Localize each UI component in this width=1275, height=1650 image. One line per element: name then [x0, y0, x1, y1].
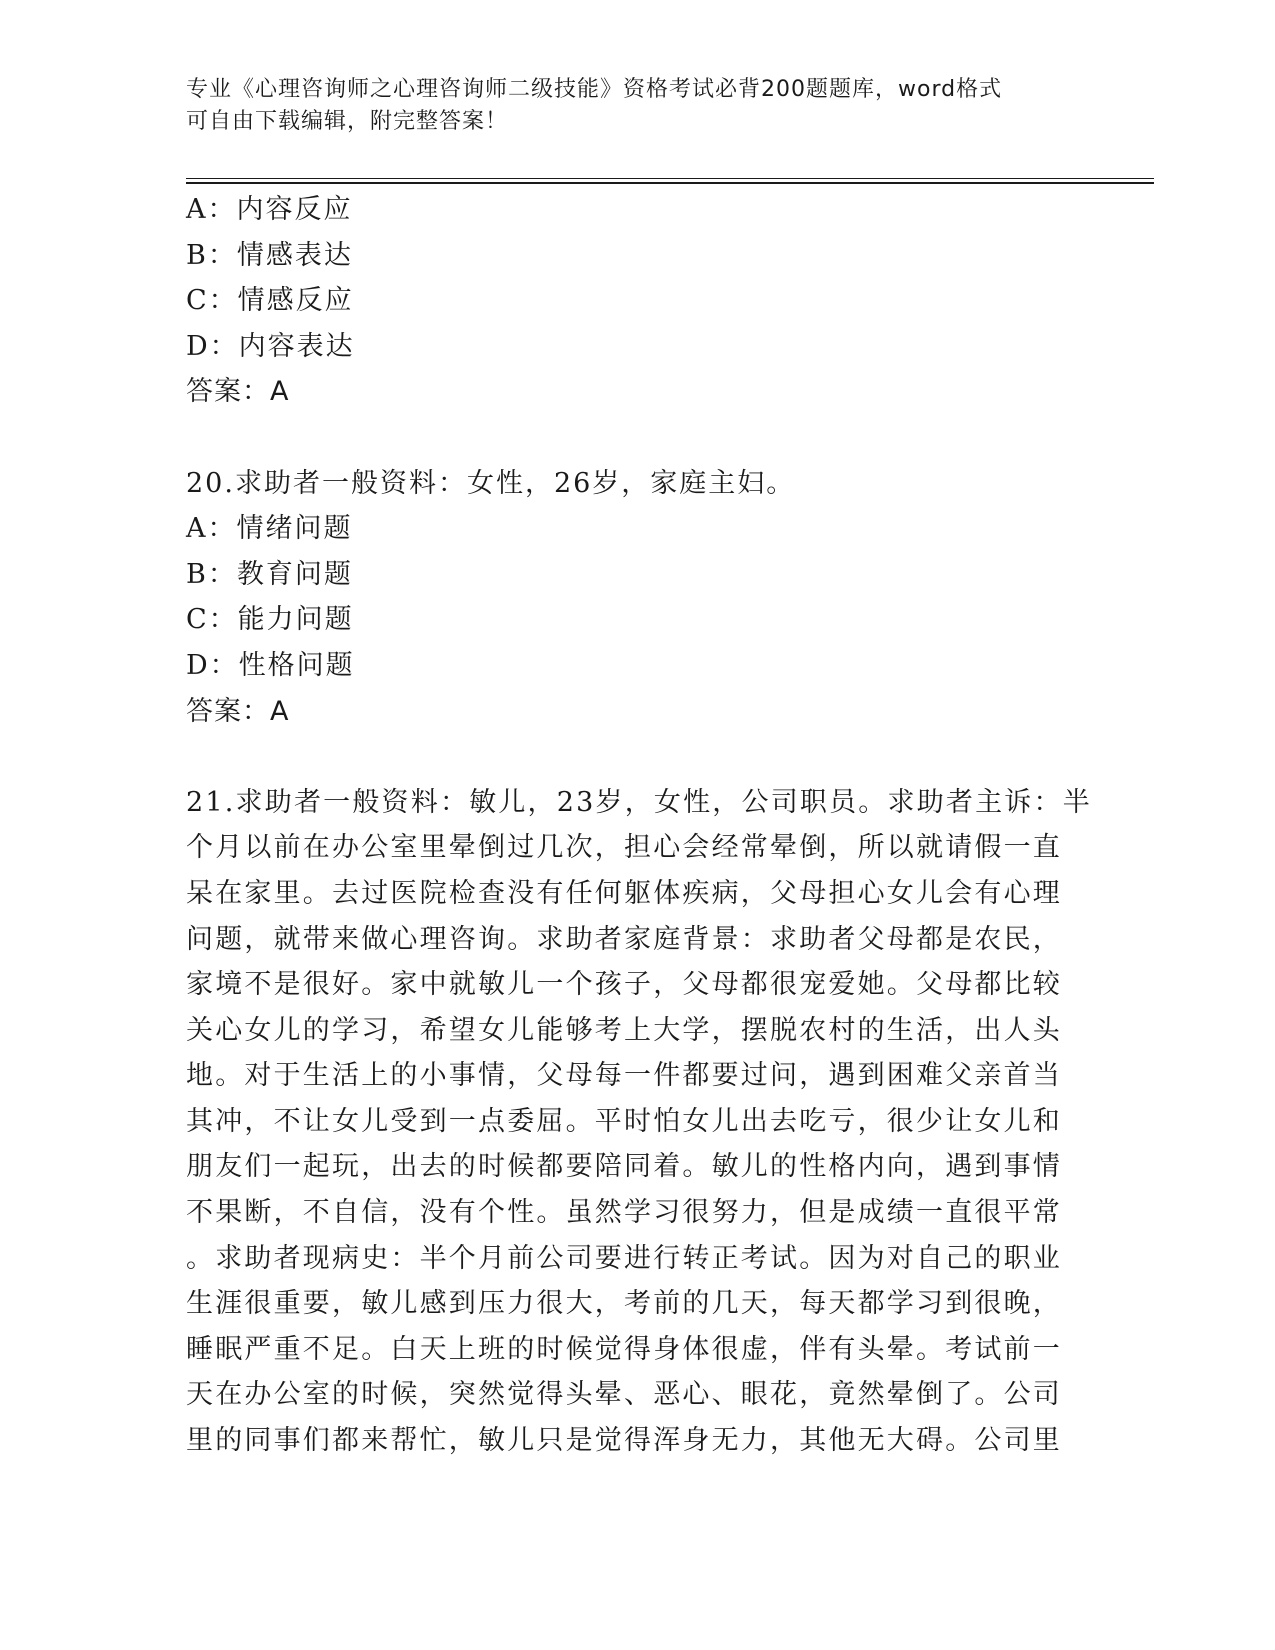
- q21-line: 21.求助者一般资料：敏儿，23岁，女性，公司职员。求助者主诉：半: [186, 786, 1092, 818]
- q19-option-d: D：内容表达: [186, 330, 355, 362]
- q20-option-c: C：能力问题: [186, 604, 354, 636]
- q19-option-c: C：情感反应: [186, 285, 354, 317]
- q20-option-a: A：情绪问题: [186, 513, 353, 545]
- q21-line: 生涯很重要，敏儿感到压力很大，考前的几天，每天都学习到很晚，: [186, 1288, 1062, 1320]
- q20-stem: 20.求助者一般资料：女性，26岁，家庭主妇。: [186, 467, 796, 499]
- q21-line: 。求助者现病史：半个月前公司要进行转正考试。因为对自己的职业: [186, 1242, 1062, 1274]
- q21-line: 呆在家里。去过医院检查没有任何躯体疾病，父母担心女儿会有心理: [186, 877, 1062, 909]
- header-title-line-1: 专业《心理咨询师之心理咨询师二级技能》资格考试必背200题题库，word格式: [186, 77, 1003, 102]
- q20-option-d: D：性格问题: [186, 649, 355, 681]
- q21-line: 睡眠严重不足。白天上班的时候觉得身体很虚，伴有头晕。考试前一: [186, 1333, 1062, 1365]
- q21-line: 不果断，不自信，没有个性。虽然学习很努力，但是成绩一直很平常: [186, 1197, 1062, 1229]
- spacer: [186, 734, 1086, 780]
- header-title-line-2: 可自由下载编辑，附完整答案！: [186, 109, 509, 134]
- q20-option-b: B：教育问题: [186, 558, 353, 590]
- q19-option-a: A：内容反应: [186, 194, 353, 225]
- q19-option-b: B：情感表达: [186, 239, 353, 271]
- q21-line: 问题，就带来做心理咨询。求助者家庭背景：求助者父母都是农民，: [186, 923, 1062, 955]
- q21-line: 其冲，不让女儿受到一点委屈。平时怕女儿出去吃亏，很少让女儿和: [186, 1105, 1062, 1137]
- q20-answer: 答案：A: [186, 695, 290, 727]
- question-20-block: [186, 461, 1086, 735]
- question-19-block: [186, 187, 1086, 415]
- q21-line: 关心女儿的学习，希望女儿能够考上大学，摆脱农村的生活，出人头: [186, 1014, 1062, 1046]
- q21-line: 个月以前在办公室里晕倒过几次，担心会经常晕倒，所以就请假一直: [186, 832, 1062, 864]
- question-21-block: [186, 780, 1092, 1464]
- q21-line: 天在办公室的时候，突然觉得头晕、恶心、眼花，竟然晕倒了。公司: [186, 1379, 1062, 1411]
- q19-answer: 答案：A: [186, 376, 290, 408]
- q21-line: 里的同事们都来帮忙，敏儿只是觉得浑身无力，其他无大碍。公司里: [186, 1425, 1062, 1457]
- document-body: [186, 187, 1092, 1464]
- document-header: [186, 74, 1086, 138]
- q21-line: 家境不是很好。家中就敏儿一个孩子，父母都很宠爱她。父母都比较: [186, 969, 1062, 1001]
- q21-line: 地。对于生活上的小事情，父母每一件都要过问，遇到困难父亲首当: [186, 1060, 1062, 1092]
- header-rule-thin: [186, 178, 1154, 179]
- spacer: [186, 415, 1086, 461]
- q21-line: 朋友们一起玩，出去的时候都要陪同着。敏儿的性格内向，遇到事情: [186, 1151, 1062, 1183]
- header-rule-thick: [186, 182, 1154, 184]
